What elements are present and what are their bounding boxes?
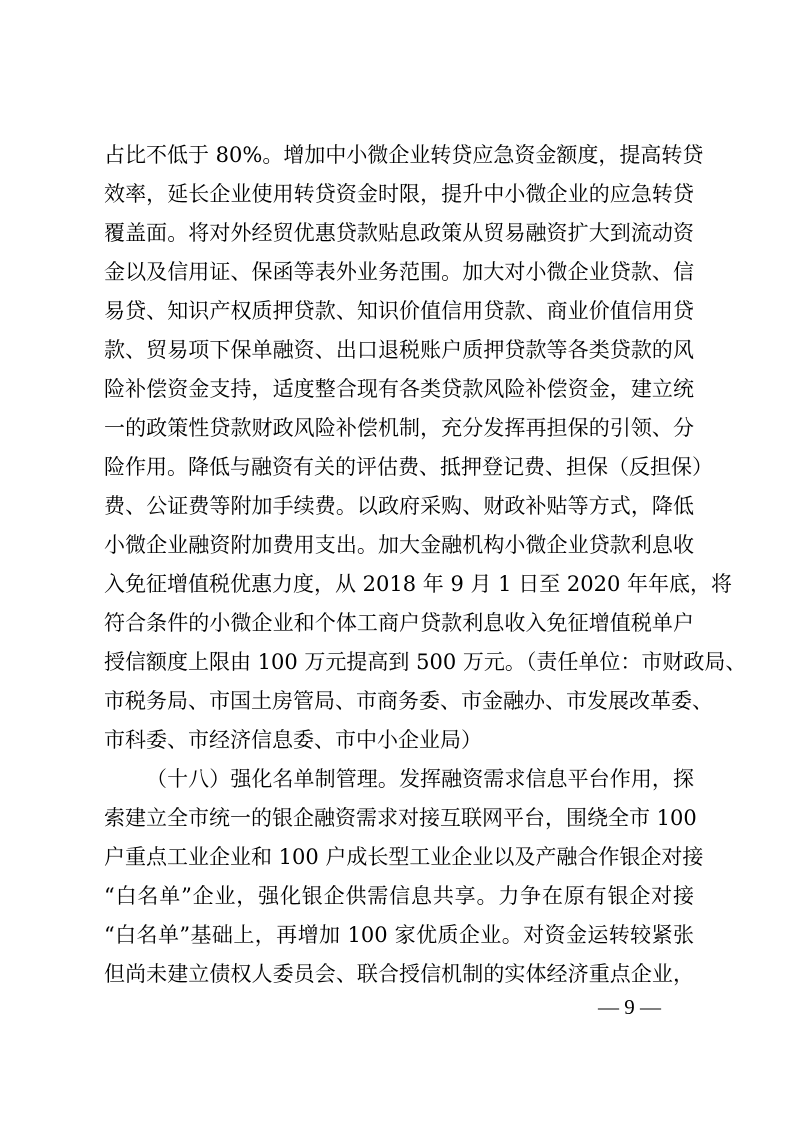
text-line: “白名单”基础上，再增加 100 家优质企业。对资金运转较紧张 [104,923,694,947]
text-line: 小微企业融资附加费用支出。加大金融机构小微企业贷款利息收 [104,533,694,557]
text-line: 效率，延长企业使用转贷资金时限，提升中小微企业的应急转贷 [104,182,694,206]
text-line: 费、公证费等附加手续费。以政府采购、财政补贴等方式，降低 [104,494,694,518]
text-line: 险补偿资金支持，适度整合现有各类贷款风险补偿资金，建立统 [104,377,694,401]
text-line: 易贷、知识产权质押贷款、知识价值信用贷款、商业价值信用贷 [104,299,694,323]
text-line: 覆盖面。将对外经贸优惠贷款贴息政策从贸易融资扩大到流动资 [104,221,694,245]
text-line: 款、贸易项下保单融资、出口退税账户质押贷款等各类贷款的风 [104,338,694,362]
text-line: 入免征增值税优惠力度，从 2018 年 9 月 1 日至 2020 年年底，将 [104,572,733,596]
text-line: 符合条件的小微企业和个体工商户贷款利息收入免征增值税单户 [104,611,694,635]
text-line: 金以及信用证、保函等表外业务范围。加大对小微企业贷款、信 [104,260,694,284]
text-line: 户重点工业企业和 100 户成长型工业企业以及产融合作银企对接 [104,845,704,869]
section-heading-line: （十八）强化名单制管理。发挥融资需求信息平台作用，探 [146,767,694,791]
text-line: 授信额度上限由 100 万元提高到 500 万元。（责任单位：市财政局、 [104,650,747,674]
text-line: 险作用。降低与融资有关的评估费、抵押登记费、担保（反担保） [104,455,713,479]
text-line: 占比不低于 80%。增加中小微企业转贷应急资金额度，提高转贷 [104,143,704,167]
text-line: 市税务局、市国土房管局、市商务委、市金融办、市发展改革委、 [104,689,713,713]
text-line: 一的政策性贷款财政风险补偿机制，充分发挥再担保的引领、分 [104,416,694,440]
body-text [104,136,747,994]
text-line: 市科委、市经济信息委、市中小企业局） [104,728,482,752]
text-line: “白名单”企业，强化银企供需信息共享。力争在原有银企对接 [104,884,694,908]
text-line: 索建立全市统一的银企融资需求对接互联网平台，围绕全市 100 [104,806,697,830]
text-line: 但尚未建立债权人委员会、联合授信机制的实体经济重点企业， [104,962,694,986]
page-number: — 9 — [598,995,661,1019]
